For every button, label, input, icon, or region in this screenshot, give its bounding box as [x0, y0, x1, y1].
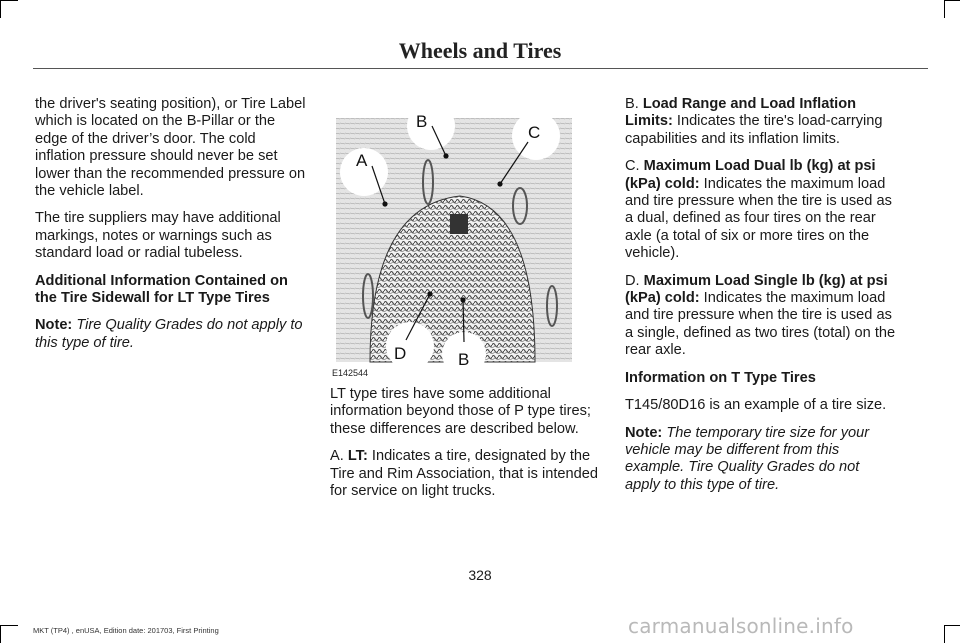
column-right — [625, 96, 897, 504]
callout-label-b: B — [416, 112, 428, 131]
note — [625, 425, 897, 495]
crop-mark — [944, 625, 945, 643]
callout-label-a: A — [356, 151, 368, 170]
callout-label-c: C — [528, 123, 541, 142]
leader-dot — [382, 201, 387, 206]
leader-dot — [443, 153, 448, 158]
crop-mark — [944, 0, 945, 18]
item-prefix: D. — [625, 272, 644, 289]
definition-b — [625, 96, 897, 148]
item-prefix: B. — [625, 96, 643, 112]
paragraph: The tire suppliers may have additional markings, notes or warnings such as standard load or radial tubeless. — [35, 210, 281, 262]
tire-sidewall-figure — [330, 96, 604, 380]
crop-mark — [944, 625, 960, 626]
page-title: Wheels and Tires — [398, 38, 562, 63]
sidewall-mark — [450, 214, 468, 234]
definition-text: Indicates a tire, designated by the Tire and Rim Association, that is intended for service on light trucks. — [330, 448, 598, 500]
callout-label-b-lower: B — [458, 350, 470, 369]
term: Maximum Load Single lb (kg) at psi (kPa) cold: — [625, 272, 888, 307]
definition-c — [625, 158, 897, 262]
column-left — [35, 96, 307, 362]
heading-text: Information on T Type Tires — [625, 369, 816, 386]
section-heading — [35, 273, 307, 308]
definition-a — [330, 448, 602, 500]
item-prefix: C. — [625, 158, 644, 175]
leader-dot — [427, 291, 432, 296]
leader-dot — [460, 297, 465, 302]
tire-illustration — [330, 96, 604, 380]
paragraph: LT type tires have some additional information beyond those of P type tires; these differences are described below. — [330, 386, 591, 437]
note-text: Tire Quality Grades do not apply to this type of tire. — [35, 317, 303, 351]
note — [35, 317, 307, 352]
definition-d — [625, 273, 897, 360]
callout-circle — [407, 102, 455, 150]
column-middle — [330, 386, 602, 510]
item-prefix: A. — [330, 448, 348, 465]
crop-mark — [0, 0, 18, 1]
note-text: The temporary tire size for your vehicle may be different from this example. Tire Quality Grades do not apply to this type of tire. — [625, 424, 870, 493]
page-number: 328 — [468, 567, 492, 583]
paragraph: the driver's seating position), or Tire Label which is located on the B-Pillar or the edge of the driver’s door. The cold inflation pressure should never be set lower than the recommended pressure on the vehicle label. — [35, 96, 306, 200]
paragraph: T145/80D16 is an example of a tire size. — [625, 397, 887, 414]
crop-mark — [0, 0, 1, 18]
section-heading — [625, 370, 897, 387]
term: Maximum Load Dual lb (kg) at psi (kPa) cold: — [625, 158, 876, 192]
crop-mark — [0, 625, 18, 626]
term: LT: — [347, 448, 368, 465]
note-label: Note: — [35, 317, 73, 334]
term: Load Range and Load Inflation Limits: — [625, 96, 857, 130]
note-label: Note: — [625, 424, 663, 441]
crop-mark — [944, 0, 960, 1]
leader-dot — [497, 181, 502, 186]
header-rule — [33, 68, 928, 69]
watermark: carmanualsonline.info — [628, 614, 854, 638]
edition-footer: MKT (TP4) , enUSA, Edition date: 201703, First Printing — [33, 626, 219, 635]
figure-code: E142544 — [332, 368, 369, 378]
definition-text: Indicates the tire's load-carrying capabilities and its inflation limits. — [625, 113, 883, 147]
callout-label-d: D — [394, 344, 407, 363]
definition-text: Indicates the maximum load and tire pressure when the tire is used as a dual, defined as four tires on the rear axle (a total of six or more tires on the vehicle). — [625, 175, 892, 262]
definition-text: Indicates the maximum load and tire pressure when the tire is used as a single, defined as two tires (total) on the rear axle. — [625, 290, 896, 359]
crop-mark — [0, 625, 1, 643]
heading-text: Additional Information Contained on the Tire Sidewall for LT Type Tires — [35, 272, 288, 307]
